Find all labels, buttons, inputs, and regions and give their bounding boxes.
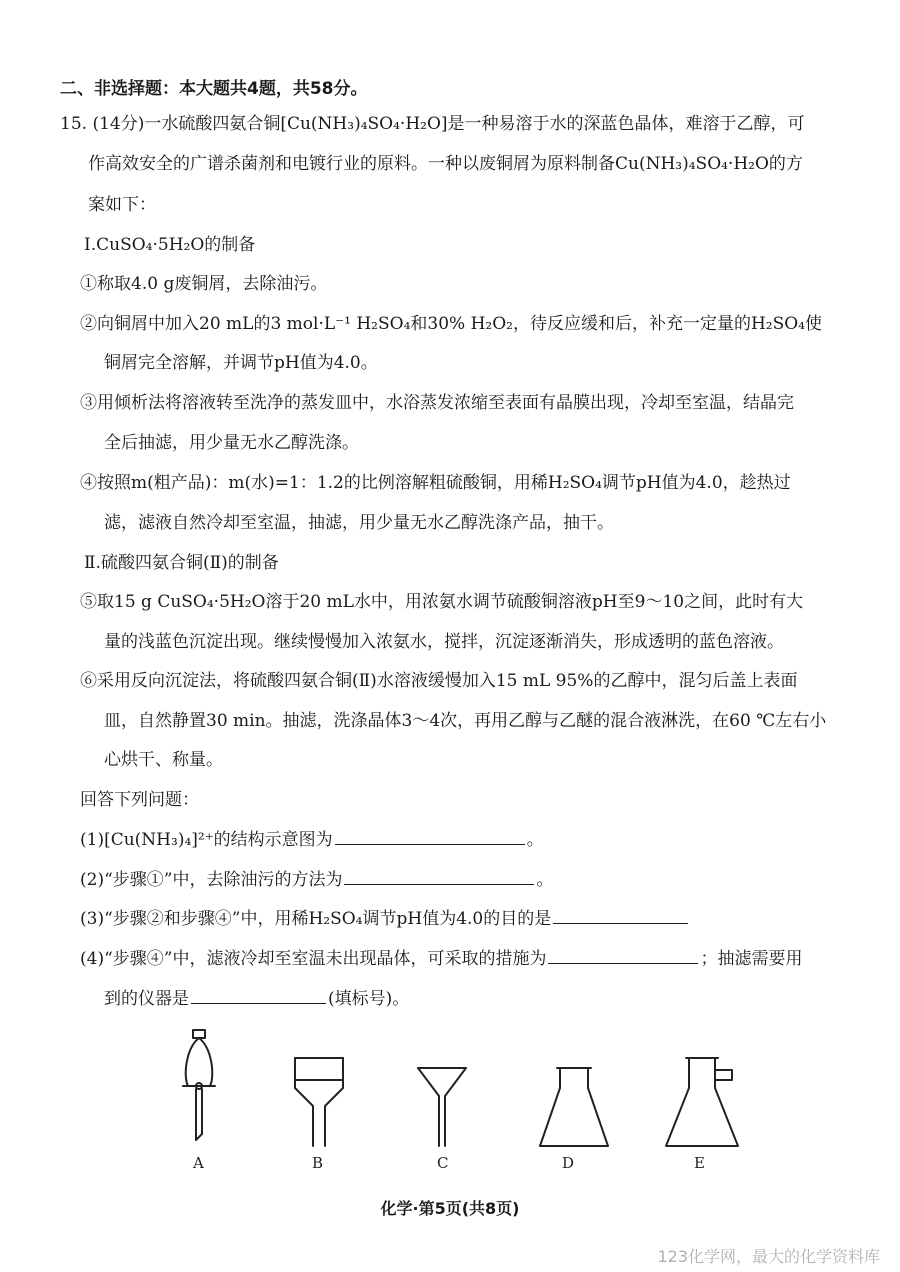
apparatus-a-separatory-funnel [183,1030,215,1140]
step-6-line1: ⑥采用反向沉淀法，将硫酸四氨合铜(Ⅱ)水溶液缓慢加入15 mL 95%的乙醇中，混匀后盖上表面 [80,671,798,691]
apparatus-d-conical-flask [540,1068,608,1146]
watermark: 123化学网，最大的化学资料库 [657,1247,880,1266]
question-4b-text: 到的仪器是 [104,989,189,1009]
apparatus-label-b: B [312,1154,324,1172]
question-15-line3: 案如下： [88,195,156,215]
part2-title: Ⅱ.硫酸四氨合铜(Ⅱ)的制备 [84,553,279,573]
question-15-line1: 15. (14分)一水硫酸四氨合铜[Cu(NH₃)₄SO₄·H₂O]是一种易溶于水的深蓝色晶体，难溶于乙醇，可 [60,114,805,134]
apparatus-label-a: A [193,1154,204,1172]
page-footer: 化学·第5页(共8页) [380,1199,520,1218]
apparatus-label-d: D [562,1154,575,1172]
apparatus-label-c: C [437,1154,449,1172]
question-1-end: 。 [526,830,544,850]
step-1: ①称取4.0 g废铜屑，去除油污。 [80,274,328,294]
apparatus-b-buchner-funnel [295,1058,343,1146]
question-4-mid-text: ；抽滤需要用 [700,949,803,969]
question-15-line2: 作高效安全的广谱杀菌剂和电镀行业的原料。一种以废铜屑为原料制备Cu(NH₃)₄SO₄·H₂O的方 [88,154,803,174]
step-3-line2: 全后抽滤，用少量无水乙醇洗涤。 [104,433,359,453]
step-3-line1: ③用倾析法将溶液转至洗净的蒸发皿中，水浴蒸发浓缩至表面有晶膜出现，冷却至室温，结晶完 [80,393,794,413]
step-2-line2: 铜屑完全溶解，并调节pH值为4.0。 [104,353,378,373]
question-1-text: (1)[Cu(NH₃)₄]²⁺的结构示意图为 [80,830,333,850]
apparatus-c-funnel [418,1068,466,1146]
apparatus-e-suction-flask [666,1058,738,1146]
question-4-text: (4)“步骤④”中，滤液冷却至室温未出现晶体，可采取的措施为 [80,949,547,969]
step-6-line2: 皿，自然静置30 min。抽滤，洗涤晶体3～4次，再用乙醇与乙醚的混合液淋洗，在60 ℃左右小 [104,711,827,731]
question-4b-end: (填标号)。 [328,989,410,1009]
step-2-line1: ②向铜屑中加入20 mL的3 mol·L⁻¹ H₂SO₄和30% H₂O₂，待反应缓和后，补充一定量的H₂SO₄使 [80,314,822,334]
apparatus-label-e: E [694,1154,705,1172]
step-5-line2: 量的浅蓝色沉淀出现。继续慢慢加入浓氨水，搅拌，沉淀逐渐消失，形成透明的蓝色溶液。 [104,632,784,652]
step-4-line2: 滤，滤液自然冷却至室温，抽滤，用少量无水乙醇洗涤产品，抽干。 [104,513,614,533]
question-3-text: (3)“步骤②和步骤④”中，用稀H₂SO₄调节pH值为4.0的目的是 [80,909,552,929]
step-6-line3: 心烘干、称量。 [104,750,223,770]
answer-prompt: 回答下列问题： [80,790,199,810]
question-2-text: (2)“步骤①”中，去除油污的方法为 [80,870,343,890]
section-header: 二、非选择题：本大题共4题，共58分。 [60,79,368,99]
question-2-end: 。 [536,870,554,890]
step-4-line1: ④按照m(粗产品)：m(水)=1：1.2的比例溶解粗硫酸铜，用稀H₂SO₄调节pH值为4.0，趁热过 [80,473,791,493]
part1-title: Ⅰ.CuSO₄·5H₂O的制备 [84,235,256,255]
step-5-line1: ⑤取15 g CuSO₄·5H₂O溶于20 mL水中，用浓氨水调节硫酸铜溶液pH至9～10之间，此时有大 [80,592,804,612]
